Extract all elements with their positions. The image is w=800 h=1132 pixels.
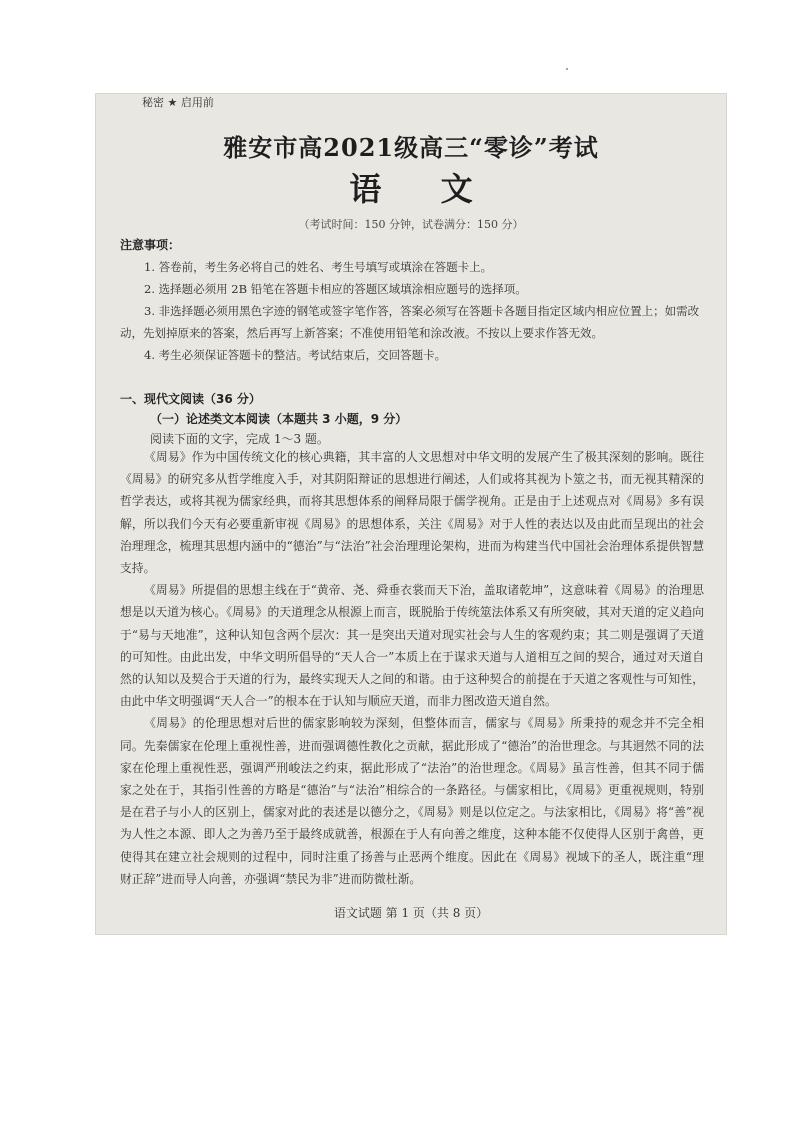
subject-title: 语 文 — [349, 170, 497, 208]
notice-list — [120, 256, 704, 366]
notice-item: 3. 非选择题必须用黑色字迹的钢笔或签字笔作答，答案必须写在答题卡各题目指定区域内相应位置上；如需改动，先划掉原来的答案，然后再写上新答案；不准使用铅笔和涂改液。不按以上要求作答无效。 — [120, 304, 700, 340]
passage-paragraph: 《周易》的伦理思想对后世的儒家影响较为深刻，但整体而言，儒家与《周易》所秉持的观念并不完全相同。先秦儒家在伦理上重视性善，进而强调德性教化之贡献，据此形成了“德治”的治世理念。与其迥然不同的法家在伦理上重视性恶，强调严刑峻法之约束，据此形成了“法治”的治世理念。《周易》虽言性善，但其不同于儒家之处在于，其指引性善的方略是“德治”与“法治”相综合的一条路径。与儒家相比，《周易》更重视规则，特别是在君子与小人的区别上，儒家对此的表述是以德分之，《周易》则是以位定之。与法家相比，《周易》将“善”视为人性之本源、即人之为善乃至于最终成就善，根源在于人有向善之维度，这种本能不仅使得人区别于禽兽，更使得其在建立社会规则的过程中，同时注重了扬善与止恶两个维度。因此在《周易》视域下的圣人，既注重“理财正辞”进而导人向善，亦强调“禁民为非”进而防微杜渐。 — [120, 716, 704, 886]
notice-heading: 注意事项： — [120, 238, 181, 252]
exam-page — [96, 94, 726, 934]
notice-item: 1. 答卷前，考生务必将自己的姓名、考生号填写或填涂在答题卡上。 — [144, 260, 493, 274]
exam-title: 雅安市高2021级高三“零诊”考试 — [223, 133, 599, 162]
page-footer: 语文试题 第 1 页（共 8 页） — [333, 906, 489, 920]
passage-paragraph: 《周易》作为中国传统文化的核心典籍，其丰富的人文思想对中华文明的发展产生了极其深刻的影响。既往《周易》的研究多从哲学维度入手，对其阴阳辩证的思想进行阐述，人们或将其视为卜筮之书，而无视其精深的哲学表达，或将其视为儒家经典，而将其思想体系的阐释局限于儒学视角。正是由于上述观点对《周易》多有误解，所以我们今天有必要重新审视《周易》的思想体系，关注《周易》对于人性的表达以及由此而呈现出的社会治理理念，梳理其思想内涵中的“德治”与“法治”社会治理理论架构，进而为构建当代中国社会治理体系提供智慧支持。 — [120, 450, 704, 576]
confidential-label: 秘密 ★ 启用前 — [142, 96, 214, 109]
scan-speck — [566, 68, 568, 70]
passage-paragraph: 《周易》所提倡的思想主线在于“黄帝、尧、舜垂衣裳而天下治，盖取诸乾坤”，这意味着《周易》的治理思想是以天道为核心。《周易》的天道理念从根源上而言，既脱胎于传统筮法体系又有所突破，其对天道的定义趋向于“易与天地准”，这种认知包含两个层次：其一是突出天道对现实社会与人生的客观约束；其二则是强调了天道的可知性。由此出发，中华文明所倡导的“天人合一”本质上在于谋求天道与人道相互之间的契合，通过对天道自然的认知以及契合于天道的行为，最终实现天人之间的和谐。由于这种契合的前提在于天道之客观性与可知性，由此中华文明强调“天人合一”的根本在于认知与顺应天道，而非力图改造天道自然。 — [120, 583, 704, 709]
reading-passage — [120, 446, 704, 890]
notice-item: 2. 选择题必须用 2B 铅笔在答题卡相应的答题区域填涂相应题号的选择项。 — [144, 282, 527, 296]
reading-instruction: 阅读下面的文字，完成 1～3 题。 — [150, 432, 329, 446]
section-heading: 一、现代文阅读（36 分） — [120, 392, 261, 406]
exam-time-info: （考试时间：150 分钟，试卷满分：150 分） — [298, 218, 524, 231]
subsection-heading: （一）论述类文本阅读（本题共 3 小题，9 分） — [150, 412, 408, 426]
notice-item: 4. 考生必须保证答题卡的整洁。考试结束后，交回答题卡。 — [144, 348, 447, 362]
